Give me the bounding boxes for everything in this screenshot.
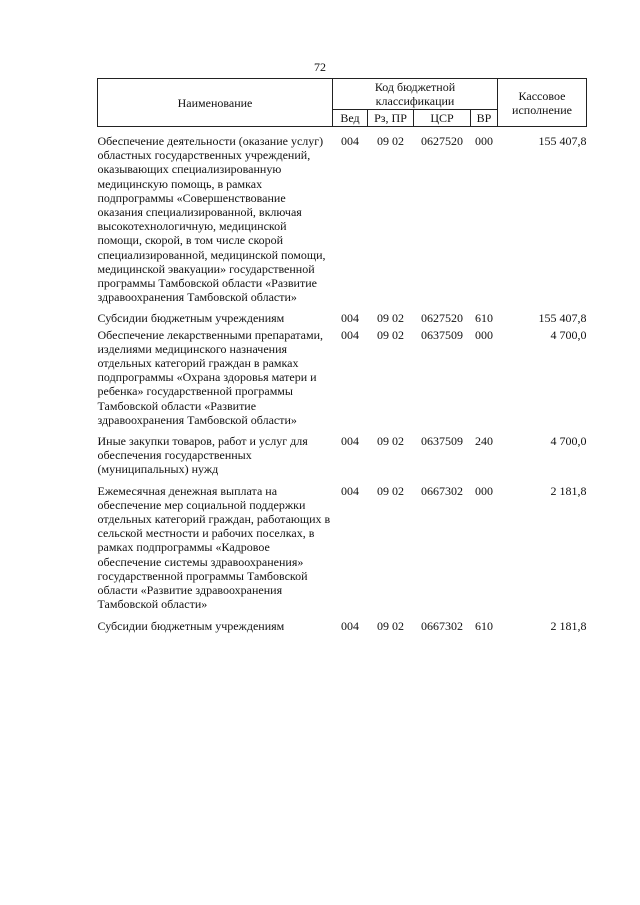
row-ved: 004 xyxy=(341,434,359,449)
table-row xyxy=(98,326,587,427)
table-header xyxy=(98,79,587,127)
row-rz-pr: 09 02 xyxy=(377,327,404,342)
table-row xyxy=(98,427,587,477)
row-name: Обеспечение деятельности (оказание услуг) областных государственных учреждений, оказывающих специализированную медицинскую помощь, в рамках подпрограммы «Совершенствование оказания специализированной, включая высокотехнологичную, медицинской помощи, скорой, в том числе скорой специализированной, медицинской помощи, медицинской эвакуации» государственной программы Тамбовской области «Развитие здравоохранения Тамбовской области» xyxy=(97,134,326,305)
row-amount: 2 181,8 xyxy=(550,618,587,633)
row-amount: 155 407,8 xyxy=(538,311,587,326)
row-rz-pr: 09 02 xyxy=(377,311,404,326)
header-code-group: Код бюджетной классификации xyxy=(333,79,498,110)
row-name: Обеспечение лекарственными препаратами, изделиями медицинского назначения отдельных категорий граждан в рамках подпрограммы «Охрана здоровья матери и ребенка» государственной программы Тамбовской области «Развитие здравоохранения Тамбовской области» xyxy=(97,327,323,427)
header-vr: ВР xyxy=(471,110,498,127)
row-name: Ежемесячная денежная выплата на обеспечение мер социальной поддержки отдельных категорий граждан, работающих в сельской местности и рабочих поселках, в рамках подпрограммы «Кадровое обеспечение системы здравоохранения» государственной программы Тамбовской области «Развитие здравоохранения Тамбовской области» xyxy=(97,483,331,612)
row-amount: 4 700,0 xyxy=(550,434,587,449)
page-number: 72 xyxy=(314,60,326,74)
row-vr: 000 xyxy=(475,483,493,498)
row-csr: 0637509 xyxy=(421,434,463,449)
row-ved: 004 xyxy=(341,618,359,633)
row-rz-pr: 09 02 xyxy=(377,434,404,449)
row-vr: 610 xyxy=(475,311,493,326)
budget-table xyxy=(97,78,587,633)
row-rz-pr: 09 02 xyxy=(377,134,404,148)
header-ved: Вед xyxy=(333,110,368,127)
row-csr: 0627520 xyxy=(421,311,463,326)
row-name: Субсидии бюджетным учреждениям xyxy=(97,618,285,633)
table-row xyxy=(98,127,587,305)
row-amount: 155 407,8 xyxy=(538,134,587,148)
header-name: Наименование xyxy=(98,79,333,127)
table-row xyxy=(98,477,587,612)
header-execution: Кассовое исполнение xyxy=(498,79,587,127)
row-vr: 000 xyxy=(475,134,493,148)
row-vr: 240 xyxy=(475,434,493,449)
row-rz-pr: 09 02 xyxy=(377,483,404,498)
table-body xyxy=(98,127,587,633)
row-rz-pr: 09 02 xyxy=(377,618,404,633)
row-ved: 004 xyxy=(341,483,359,498)
table-row xyxy=(98,304,587,325)
row-csr: 0627520 xyxy=(421,134,463,148)
row-csr: 0667302 xyxy=(421,618,463,633)
header-csr: ЦСР xyxy=(414,110,471,127)
table-row xyxy=(98,612,587,633)
row-vr: 610 xyxy=(475,618,493,633)
row-vr: 000 xyxy=(475,327,493,342)
row-ved: 004 xyxy=(341,311,359,326)
row-name: Субсидии бюджетным учреждениям xyxy=(97,311,285,326)
row-name: Иные закупки товаров, работ и услуг для обеспечения государственных (муниципальных) нужд xyxy=(97,434,308,477)
row-amount: 2 181,8 xyxy=(550,483,587,498)
row-amount: 4 700,0 xyxy=(550,327,587,342)
row-csr: 0637509 xyxy=(421,327,463,342)
header-rz-pr: Рз, ПР xyxy=(368,110,414,127)
row-csr: 0667302 xyxy=(421,483,463,498)
row-ved: 004 xyxy=(341,327,359,342)
row-ved: 004 xyxy=(341,134,359,148)
